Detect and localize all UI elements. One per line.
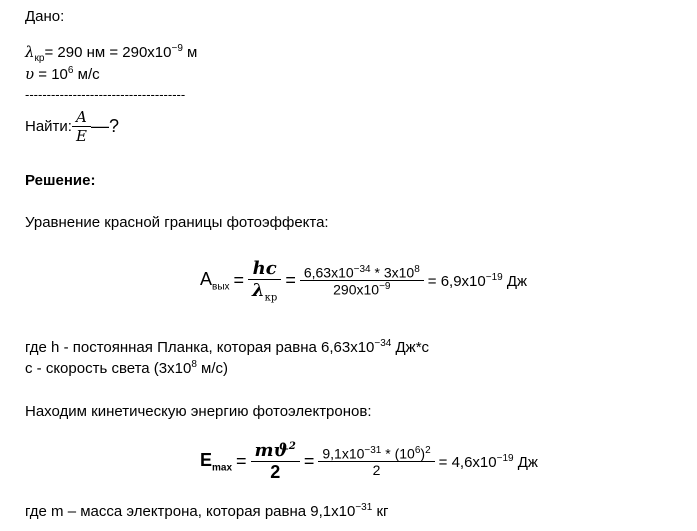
work-eq1: = <box>233 270 245 291</box>
find-tail: —? <box>90 116 119 136</box>
electron-mass-line: где m – масса электрона, которая равна $9,1x10^{-31}$ кг <box>25 502 389 520</box>
kinetic-frac1-num: $mϑ^2$ <box>254 440 296 461</box>
kinetic-energy-formula <box>200 440 538 483</box>
work-frac2-den: $290x10^{-9}$ <box>300 280 424 298</box>
separator-line: ------------------------------------- <box>25 87 186 102</box>
work-lhs: $А_{вых}$ <box>200 269 230 293</box>
lambda-unit: м <box>182 44 198 61</box>
find-fraction <box>72 108 91 145</box>
velocity-line <box>25 65 100 83</box>
find-denominator: E <box>72 126 91 145</box>
kinetic-frac2-den: 2 <box>318 461 434 478</box>
lambda-symbol: λ <box>25 43 35 61</box>
kinetic-lhs: $E_{max}$ <box>200 449 233 474</box>
kinetic-frac2-num: $9,1x10^{-31} * (10^6)^2$ <box>322 444 431 462</box>
red-border-text: Уравнение красной границы фотоэффекта: <box>25 214 329 231</box>
velocity-exp: 6 <box>67 65 74 76</box>
kinetic-result: = $4,6x10^{-19}$ Дж <box>438 452 538 471</box>
planck-line: где h - постоянная Планка, которая равна $6,63x10^{-34}$ Дж*с <box>25 338 430 356</box>
kinetic-frac2 <box>318 445 434 479</box>
velocity-value: = 10 <box>34 66 68 83</box>
work-frac2 <box>300 264 424 298</box>
kinetic-eq1: = <box>236 451 247 471</box>
work-eq2: = <box>285 270 296 291</box>
velocity-symbol: υ <box>25 65 35 83</box>
find-label: Найти: <box>25 118 72 135</box>
lambda-exp: −9 <box>171 43 183 54</box>
solution-heading: Решение: <box>25 172 96 189</box>
find-line <box>25 108 119 145</box>
kinetic-frac1-den: 2 <box>251 461 300 483</box>
lambda-sub: кр <box>34 53 45 64</box>
work-function-formula <box>200 258 527 304</box>
given-heading: Дано: <box>25 8 65 25</box>
light-speed-line: с - скорость света ($3x10^8$ м/с) <box>25 359 229 377</box>
lambda-value: = 290 нм = 290x10 <box>44 44 172 61</box>
work-frac2-num: $6,63x10^{-34} * 3x10^8$ <box>303 263 420 281</box>
kinetic-text: Находим кинетическую энергию фотоэлектронов: <box>25 403 372 420</box>
kinetic-frac1 <box>251 440 300 483</box>
lambda-line <box>25 43 197 64</box>
work-result: = $6,9x10^{-19}$ Дж <box>427 271 528 290</box>
work-frac1-den: $\lambda_{кр}$ <box>248 279 281 304</box>
velocity-unit: м/с <box>73 66 100 83</box>
work-frac1 <box>248 258 281 304</box>
find-numerator: A <box>76 108 87 126</box>
kinetic-eq2: = <box>303 451 315 471</box>
work-frac1-num: hc <box>252 258 277 279</box>
